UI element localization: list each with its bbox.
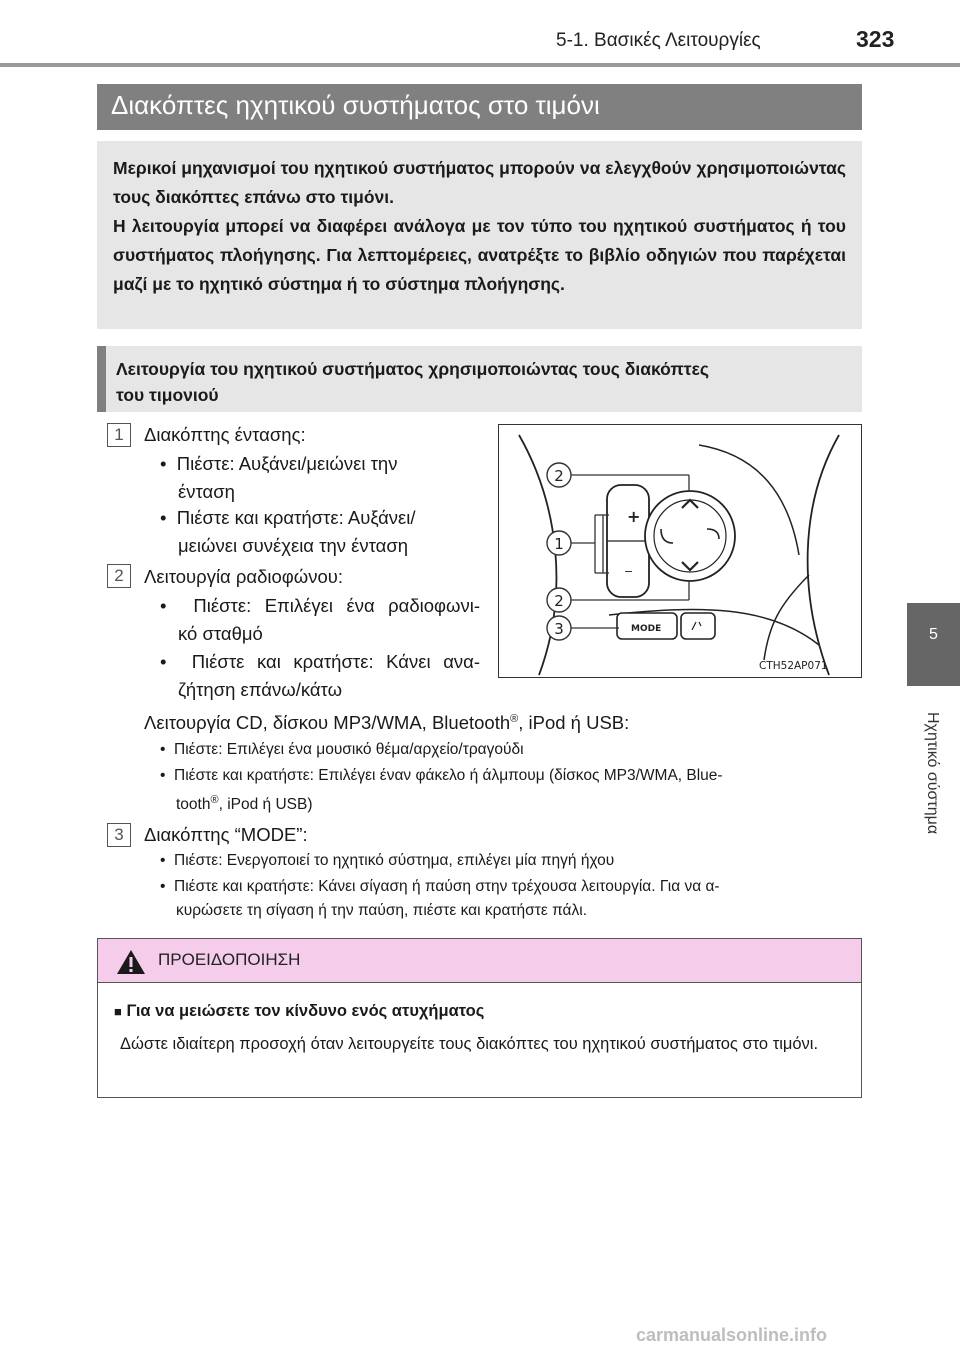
item-1-bullet-1: • Πιέστε: Αυξάνει/μειώνει την ένταση	[160, 450, 397, 506]
square-bullet-icon: ■	[114, 1004, 122, 1019]
chapter-label: Ηχητικό σύστημα	[924, 712, 941, 835]
bullet-text: Πιέστε: Επιλέγει ένα μουσικό θέμα/αρχείο/τραγούδι	[174, 741, 524, 758]
item-number-2: 2	[107, 564, 131, 588]
subheading-line-2: του τιμονιού	[116, 385, 219, 405]
control-pad-inner	[654, 500, 726, 572]
bullet-text: Πιέστε: Αυξάνει/μειώνει την	[176, 453, 398, 474]
minus-label: −	[624, 565, 634, 578]
item-1-title: Διακόπτης έντασης:	[144, 424, 306, 445]
warning-title-text: Για να μειώσετε τον κίνδυνο ενός ατυχήματος	[126, 1002, 485, 1020]
bullet-text: κυρώσετε τη σίγαση ή την παύση, πιέστε και κρατήστε πάλι.	[176, 902, 587, 919]
steering-switch-illustration	[499, 425, 860, 676]
item-2-bullet-2: • Πιέστε και κρατήστε: Κάνει ανα- ζήτηση επάνω/κάτω	[160, 648, 480, 704]
chapter-tab[interactable]: 5	[907, 603, 960, 686]
bullet-text: Πιέστε και κρατήστε: Κάνει ανα-	[191, 651, 480, 672]
bullet-text: μειώνει συνέχεια την ένταση	[178, 535, 409, 556]
bullet-text: , iPod ή USB)	[218, 796, 313, 814]
callout-number: 2	[554, 592, 564, 610]
spoke-inner	[764, 575, 809, 660]
item-number-3: 3	[107, 823, 131, 847]
mode-label: MODE	[631, 624, 662, 634]
registered-mark: ®	[510, 712, 519, 725]
bullet-text: Πιέστε και κρατήστε: Αυξάνει/	[176, 507, 416, 528]
bullet-text: Πιέστε και κρατήστε: Επιλέγει έναν φάκελο ή άλμπουμ (δίσκος MP3/WMA, Blue-	[174, 767, 723, 784]
warning-triangle-icon	[115, 948, 147, 976]
warning-label: ΠΡΟΕΙΔΟΠΟΙΗΣΗ	[158, 950, 301, 969]
item-2-cd-title	[144, 712, 629, 734]
subheading-line-1: Λειτουργία του ηχητικού συστήματος χρησιμοποιώντας τους διακόπτες	[116, 359, 709, 379]
bullet-text: κό σταθμό	[178, 623, 263, 644]
bullet-text: ένταση	[178, 481, 235, 502]
item-2-cd-bullet-1: • Πιέστε: Επιλέγει ένα μουσικό θέμα/αρχείο/τραγούδι	[160, 741, 524, 758]
steering-switch-figure	[498, 424, 862, 678]
cd-title-text: , iPod ή USB:	[518, 712, 630, 733]
callout-number: 2	[554, 467, 564, 485]
plus-label: +	[627, 507, 641, 526]
item-3-bullet-2: • Πιέστε και κρατήστε: Κάνει σίγαση ή παύση στην τρέχουσα λειτουργία. Για να α- κυρώσετε τη σίγαση ή την παύση, πιέστε και κρατήστε πάλι.	[160, 875, 720, 923]
bullet-text: Πιέστε: Ενεργοποιεί το ηχητικό σύστημα, επιλέγει μία πηγή ήχου	[174, 852, 615, 869]
wheel-rim-right	[808, 435, 839, 675]
item-2-title: Λειτουργία ραδιοφώνου:	[144, 566, 344, 587]
warning-box	[97, 938, 862, 1098]
intro-line-2: Η λειτουργία μπορεί να διαφέρει ανάλογα με τον τύπο του ηχητικού συστήματος ή του συστήματος πλοήγησης. Για λεπτομέρειες, ανατρέξτε το βιβλίο οδηγιών που παρέχεται μαζί με το ηχητικό σύστημα ή το σύστημα πλοήγησης.	[113, 216, 846, 294]
registered-mark: ®	[210, 794, 219, 806]
page-number: 323	[856, 26, 895, 52]
item-3-title: Διακόπτης “MODE”:	[144, 824, 308, 845]
figure-code: CTH52AP071	[759, 660, 828, 672]
page-title: Διακόπτες ηχητικού συστήματος στο τιμόνι	[97, 84, 862, 130]
callout-number: 1	[554, 535, 564, 553]
header-rule	[0, 63, 960, 67]
item-2-bullet-1: • Πιέστε: Επιλέγει ένα ραδιοφωνι- κό σταθμό	[160, 592, 480, 648]
subheading	[97, 346, 862, 412]
bullet-text: ζήτηση επάνω/κάτω	[178, 679, 343, 700]
intro-line-1: Μερικοί μηχανισμοί του ηχητικού συστήματος μπορούν να ελεγχθούν χρησιμοποιώντας τους διακόπτες επάνω στο τιμόνι.	[113, 158, 846, 207]
warning-header	[98, 939, 861, 983]
warning-item-text: Δώστε ιδιαίτερη προσοχή όταν λειτουργείτε τους διακόπτες του ηχητικού συστήματος στο τιμόνι.	[120, 1035, 819, 1053]
voice-button	[681, 613, 715, 639]
bullet-text: tooth	[176, 796, 211, 814]
intro-box	[97, 141, 862, 329]
callout-number: 3	[554, 620, 564, 638]
item-3-bullet-1: • Πιέστε: Ενεργοποιεί το ηχητικό σύστημα, επιλέγει μία πηγή ήχου	[160, 852, 615, 869]
cd-title-text: Λειτουργία CD, δίσκου MP3/WMA, Bluetooth	[144, 712, 511, 733]
warning-item-title	[114, 1002, 484, 1021]
item-1-bullet-2: • Πιέστε και κρατήστε: Αυξάνει/ μειώνει συνέχεια την ένταση	[160, 504, 416, 560]
section-header: 5-1. Βασικές Λειτουργίες	[556, 30, 761, 51]
bullet-text: Πιέστε: Επιλέγει ένα ραδιοφωνι-	[193, 595, 481, 616]
bullet-text: Πιέστε και κρατήστε: Κάνει σίγαση ή παύση στην τρέχουσα λειτουργία. Για να α-	[174, 878, 720, 895]
watermark: carmanualsonline.info	[636, 1325, 828, 1345]
item-number-1: 1	[107, 423, 131, 447]
item-2-cd-bullet-2: • Πιέστε και κρατήστε: Επιλέγει έναν φάκελο ή άλμπουμ (δίσκος MP3/WMA, Blue- tooth®, iPod ή USB)	[160, 767, 723, 814]
